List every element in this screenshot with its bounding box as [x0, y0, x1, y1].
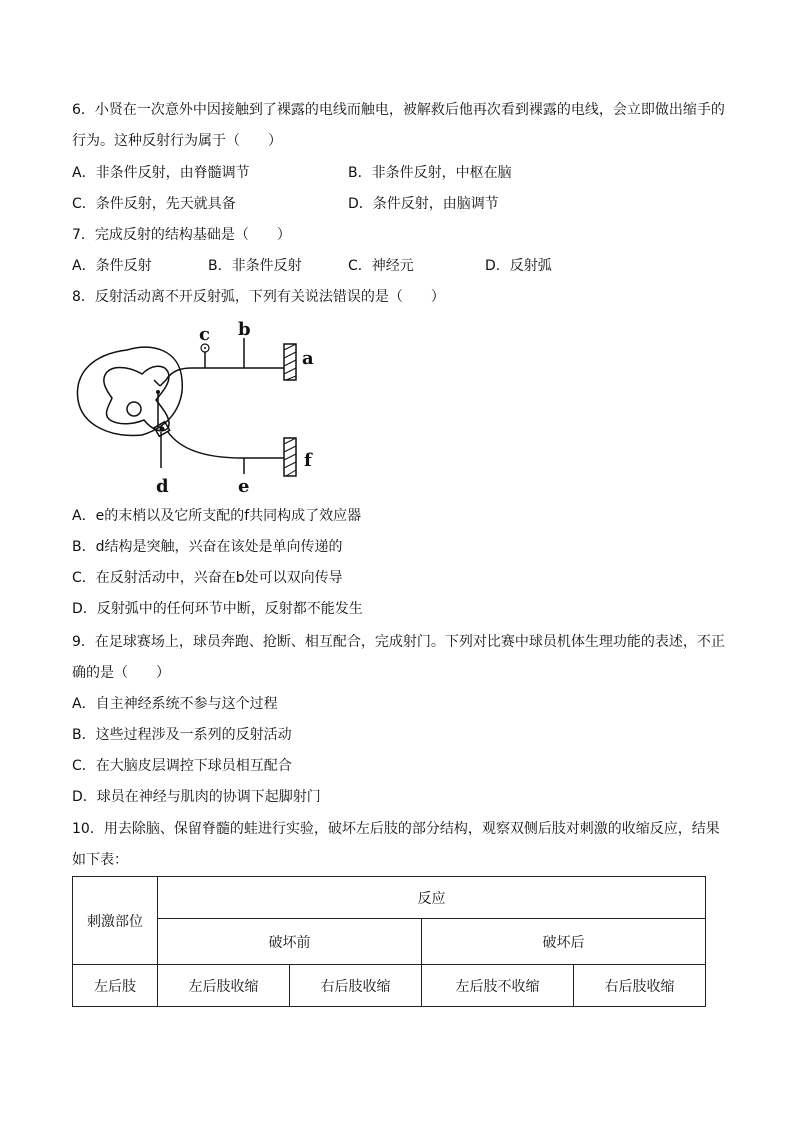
- label-f: f: [304, 450, 312, 471]
- q6-stem-line1: 6．小贤在一次意外中因接触到了裸露的电线而触电，被解救后他再次看到裸露的电线，会立即做出缩手的: [72, 102, 725, 118]
- q6-option-d: D．条件反射，由脑调节: [348, 196, 499, 212]
- efferent-nerve: [168, 432, 286, 458]
- q8-option-c: C．在反射活动中，兴奋在b处可以双向传导: [72, 570, 343, 586]
- label-d: d: [156, 476, 169, 497]
- q9-stem-line1: 9．在足球赛场上，球员奔跑、抢断、相互配合，完成射门。下列对比赛中球员机体生理功能的表述，不正: [72, 634, 725, 650]
- q10-stem-line1: 10．用去除脑、保留脊髓的蛙进行实验，破坏左后肢的部分结构，观察双侧后肢对刺激的收缩反应，结果: [72, 821, 720, 837]
- q6-option-a: A．非条件反射，由脊髓调节: [72, 165, 250, 181]
- header-before-damage: 破坏前: [158, 919, 422, 965]
- q7-option-c: C．神经元: [348, 258, 414, 274]
- cell-before-right: 右后肢收缩: [290, 965, 422, 1007]
- label-c: c: [199, 324, 210, 345]
- header-response: 反应: [158, 877, 706, 919]
- q9-option-a: A．自主神经系统不参与这个过程: [72, 696, 278, 712]
- q8-option-b: B．d结构是突触，兴奋在该处是单向传递的: [72, 539, 343, 555]
- gray-matter-outline: [104, 366, 169, 431]
- reflex-arc-diagram: [72, 320, 342, 498]
- header-after-damage: 破坏后: [422, 919, 706, 965]
- label-b: b: [238, 320, 251, 340]
- q8-option-d: D．反射弧中的任何环节中断，反射都不能发生: [72, 601, 363, 617]
- cell-site: 左后肢: [73, 965, 158, 1007]
- afferent-nerve: [166, 368, 286, 380]
- cell-after-left: 左后肢不收缩: [422, 965, 574, 1007]
- q9-option-c: C．在大脑皮层调控下球员相互配合: [72, 758, 292, 774]
- results-table: [72, 876, 706, 1007]
- q7-option-d: D．反射弧: [485, 258, 552, 274]
- label-a: a: [302, 348, 314, 369]
- q8-stem: 8．反射活动离不开反射弧，下列有关说法错误的是（ ）: [72, 289, 445, 305]
- header-stimulus-site: 刺激部位: [73, 877, 158, 965]
- central-canal: [127, 402, 141, 416]
- q7-stem: 7．完成反射的结构基础是（ ）: [72, 227, 291, 243]
- spinal-cord-outline: [77, 347, 182, 435]
- q10-stem-line2: 如下表：: [72, 852, 128, 868]
- cell-before-left: 左后肢收缩: [158, 965, 290, 1007]
- interneuron-cell-body: [156, 390, 160, 394]
- q9-stem-line2: 确的是（ ）: [72, 665, 170, 681]
- table-row: [73, 965, 706, 1007]
- q9-option-d: D．球员在神经与肌肉的协调下起脚射门: [72, 789, 321, 805]
- q7-option-b: B．非条件反射: [208, 258, 302, 274]
- q7-option-a: A．条件反射: [72, 258, 152, 274]
- q9-option-b: B．这些过程涉及一系列的反射活动: [72, 727, 292, 743]
- q6-option-c: C．条件反射，先天就具备: [72, 196, 236, 212]
- q6-option-b: B．非条件反射，中枢在脑: [348, 165, 512, 181]
- q8-option-a: A．e的末梢以及它所支配的f共同构成了效应器: [72, 508, 362, 524]
- q6-stem-line2: 行为。这种反射行为属于（ ）: [72, 133, 282, 149]
- cell-after-right: 右后肢收缩: [574, 965, 706, 1007]
- label-e: e: [238, 476, 250, 497]
